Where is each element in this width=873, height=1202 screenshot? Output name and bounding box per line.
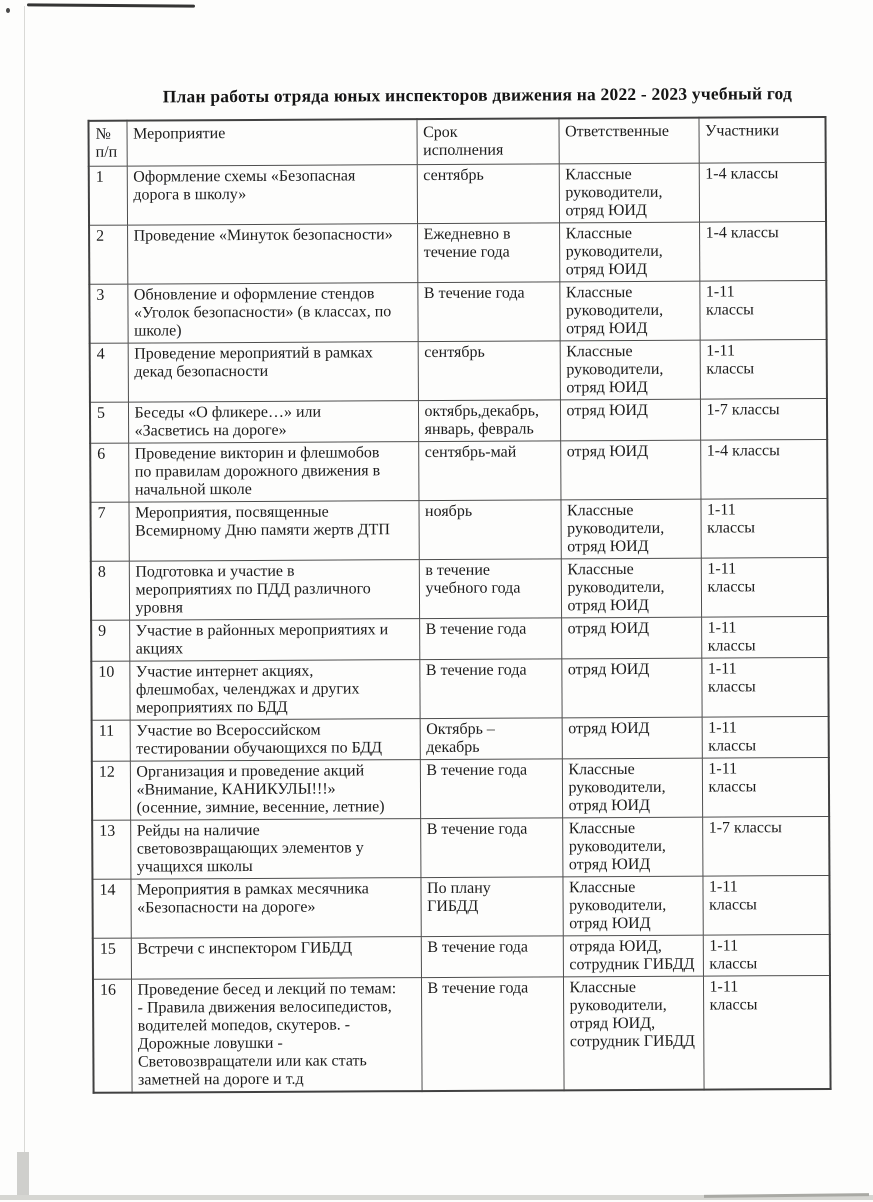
- table-row: [89, 280, 826, 343]
- term-cell: В течение года: [420, 818, 562, 878]
- row-number-cell: 14: [92, 879, 130, 938]
- table-row: [92, 875, 829, 938]
- responsible-cell: Классные руководители, отряд ЮИД, сотрудник ГИБДД: [563, 976, 704, 1090]
- row-number-cell: 3: [89, 284, 127, 343]
- header-participants: Участники: [698, 117, 825, 163]
- table-row: [92, 716, 829, 761]
- responsible-cell: отряд ЮИД: [561, 658, 701, 718]
- row-number-cell: 2: [89, 225, 127, 284]
- participants-cell: 1-11 классы: [699, 280, 826, 340]
- activity-cell: Проведение викторин и флешмобов по правилам дорожного движения в начальной школе: [128, 442, 418, 503]
- row-number-cell: 5: [90, 402, 128, 443]
- row-number-cell: 1: [89, 166, 127, 225]
- term-cell: В течение года: [421, 936, 563, 978]
- responsible-cell: Классные руководители, отряд ЮИД: [562, 817, 702, 877]
- header-term: Срок исполнения: [416, 118, 558, 164]
- table-header-row: [88, 117, 825, 166]
- row-number-cell: 15: [93, 938, 131, 979]
- term-cell: сентябрь: [418, 341, 560, 401]
- table-row: [90, 398, 827, 443]
- table-row: [90, 498, 827, 561]
- activity-cell: Мероприятия в рамках месячника «Безопасности на дороге»: [130, 878, 420, 939]
- activity-cell: Оформление схемы «Безопасная дорога в школу»: [127, 165, 417, 226]
- row-number-cell: 6: [90, 443, 128, 502]
- participants-cell: 1-4 классы: [700, 439, 827, 499]
- row-number-cell: 9: [91, 620, 129, 661]
- header-activity: Мероприятие: [126, 119, 416, 166]
- responsible-cell: Классные руководители, отряд ЮИД: [562, 758, 702, 818]
- participants-cell: 1-4 классы: [699, 162, 826, 222]
- activity-cell: Проведение бесед и лекций по темам: - Правила движения велосипедистов, водителей мопедов, скутеров. - Дорожные ловушки - Световозвращатели или как стать заметней на дороге и т.д: [131, 978, 422, 1093]
- responsible-cell: отряд ЮИД: [560, 440, 700, 500]
- activity-cell: Встречи с инспектором ГИБДД: [131, 937, 421, 980]
- participants-cell: 1-11 классы: [703, 975, 831, 1089]
- participants-cell: 1-11 классы: [701, 616, 828, 658]
- term-cell: октябрь,декабрь, январь, февраль: [418, 400, 560, 442]
- table-row: [91, 557, 828, 620]
- row-number-cell: 12: [92, 761, 130, 820]
- participants-cell: 1-11 классы: [702, 875, 829, 935]
- table-row: [91, 657, 828, 720]
- participants-cell: 1-7 классы: [702, 816, 829, 876]
- term-cell: В течение года: [417, 282, 559, 342]
- activity-cell: Подготовка и участие в мероприятиях по ПДД различного уровня: [129, 560, 419, 621]
- activity-cell: Проведение мероприятий в рамках декад безопасности: [128, 342, 418, 403]
- activity-cell: Мероприятия, посвященные Всемирному Дню памяти жертв ДТП: [128, 501, 418, 562]
- table-row: [92, 816, 829, 879]
- activity-cell: Рейды на наличие световозвращающих элементов у учащихся школы: [130, 819, 420, 880]
- term-cell: В течение года: [419, 659, 561, 719]
- responsible-cell: Классные руководители, отряд ЮИД: [559, 163, 699, 223]
- participants-cell: 1-11 классы: [700, 339, 827, 399]
- participants-cell: 1-11 классы: [701, 657, 828, 717]
- table-body: [89, 162, 831, 1092]
- header-row-number: № п/п: [88, 121, 126, 167]
- activity-cell: Организация и проведение акций «Внимание, КАНИКУЛЫ!!!» (осенние, зимние, весенние, летние): [130, 760, 420, 821]
- responsible-cell: Классные руководители, отряд ЮИД: [561, 558, 701, 618]
- activity-cell: Обновление и оформление стендов «Уголок безопасности» (в классах, по школе): [127, 283, 417, 344]
- header-responsible: Ответственные: [558, 118, 698, 164]
- activity-cell: Проведение «Минуток безопасности»: [127, 224, 417, 285]
- activity-cell: Беседы «О фликере…» или «Засветись на дороге»: [128, 401, 418, 444]
- responsible-cell: Классные руководители, отряд ЮИД: [560, 340, 700, 400]
- activity-cell: Участие интернет акциях, флешмобах, челенджах и других мероприятиях по БДД: [129, 660, 419, 721]
- document-title: План работы отряда юных инспекторов движения на 2022 - 2023 учебный год: [162, 83, 793, 107]
- participants-cell: 1-4 классы: [699, 221, 826, 281]
- term-cell: Октябрь – декабрь: [420, 718, 562, 760]
- responsible-cell: отряд ЮИД: [562, 717, 702, 759]
- responsible-cell: Классные руководители, отряд ЮИД: [559, 281, 699, 341]
- term-cell: В течение года: [420, 759, 562, 819]
- participants-cell: 1-11 классы: [703, 934, 830, 976]
- row-number-cell: 10: [91, 661, 129, 720]
- table-header: [88, 117, 825, 166]
- row-number-cell: 8: [91, 561, 129, 620]
- responsible-cell: Классные руководители, отряд ЮИД: [560, 499, 700, 559]
- term-cell: В течение года: [421, 977, 564, 1091]
- row-number-cell: 4: [90, 343, 128, 402]
- table-row: [93, 975, 831, 1092]
- responsible-cell: отряд ЮИД: [561, 617, 701, 659]
- term-cell: Ежедневно в течение года: [417, 223, 559, 283]
- table-row: [91, 616, 828, 661]
- row-number-cell: 7: [90, 502, 128, 561]
- participants-cell: 1-11 классы: [700, 498, 827, 558]
- responsible-cell: Классные руководители, отряд ЮИД: [562, 876, 702, 936]
- term-cell: сентябрь-май: [418, 441, 560, 501]
- table-row: [92, 757, 829, 820]
- activity-cell: Участие в районных мероприятиях и акциях: [129, 619, 419, 662]
- table-row: [90, 339, 827, 402]
- responsible-cell: Классные руководители, отряд ЮИД: [559, 222, 699, 282]
- participants-cell: 1-11 классы: [701, 557, 828, 617]
- responsible-cell: отряда ЮИД, сотрудник ГИБДД: [563, 935, 703, 977]
- participants-cell: 1-7 классы: [700, 398, 827, 440]
- row-number-cell: 13: [92, 820, 130, 879]
- table-row: [89, 221, 826, 284]
- row-number-cell: 16: [93, 979, 132, 1093]
- activity-cell: Участие во Всероссийском тестировании обучающихся по БДД: [130, 719, 420, 762]
- row-number-cell: 11: [92, 720, 130, 761]
- table-row: [93, 934, 830, 979]
- table-row: [90, 439, 827, 502]
- participants-cell: 1-11 классы: [702, 716, 829, 758]
- table-row: [89, 162, 826, 225]
- term-cell: ноябрь: [418, 500, 560, 560]
- work-plan-table: [87, 116, 831, 1094]
- term-cell: сентябрь: [417, 164, 559, 224]
- responsible-cell: отряд ЮИД: [560, 399, 700, 441]
- term-cell: По плану ГИБДД: [420, 877, 562, 937]
- term-cell: в течение учебного года: [419, 559, 561, 619]
- participants-cell: 1-11 классы: [702, 757, 829, 817]
- term-cell: В течение года: [419, 618, 561, 660]
